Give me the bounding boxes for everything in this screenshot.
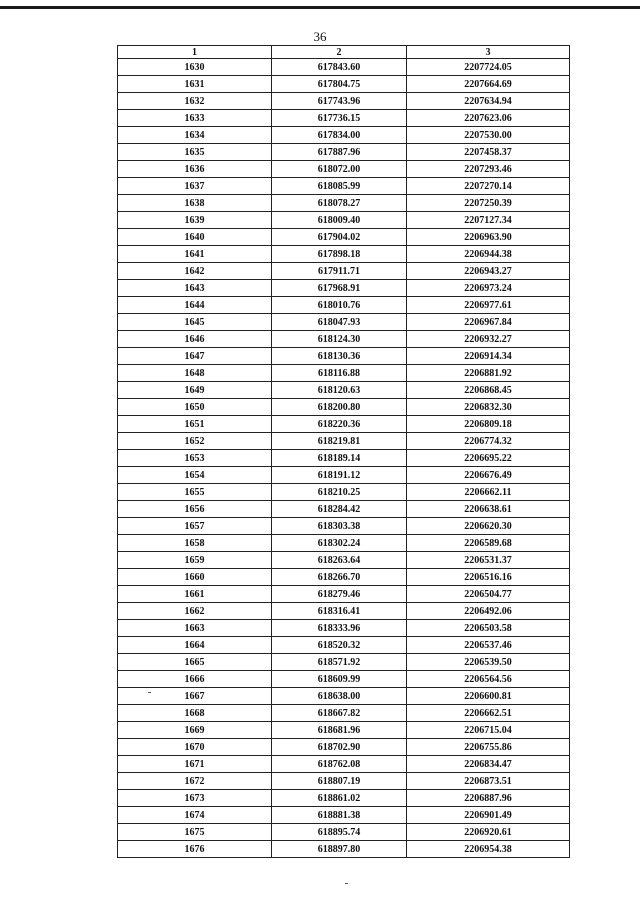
cell-y-coordinate: 2206901.49 bbox=[407, 807, 570, 824]
cell-point-number: 1660 bbox=[118, 569, 272, 586]
column-header-y: 3 bbox=[407, 46, 570, 59]
cell-point-number: 1641 bbox=[118, 246, 272, 263]
cell-point-number: 1652 bbox=[118, 433, 272, 450]
cell-x-coordinate: 618009.40 bbox=[272, 212, 407, 229]
cell-y-coordinate: 2207270.14 bbox=[407, 178, 570, 195]
cell-y-coordinate: 2206695.22 bbox=[407, 450, 570, 467]
cell-x-coordinate: 618130.36 bbox=[272, 348, 407, 365]
cell-x-coordinate: 617834.00 bbox=[272, 127, 407, 144]
coordinates-table bbox=[117, 45, 570, 858]
cell-x-coordinate: 618210.25 bbox=[272, 484, 407, 501]
cell-point-number: 1638 bbox=[118, 195, 272, 212]
cell-x-coordinate: 618072.00 bbox=[272, 161, 407, 178]
cell-x-coordinate: 617911.71 bbox=[272, 263, 407, 280]
cell-y-coordinate: 2206774.32 bbox=[407, 433, 570, 450]
cell-point-number: 1645 bbox=[118, 314, 272, 331]
scan-speck bbox=[148, 692, 151, 693]
cell-y-coordinate: 2206944.38 bbox=[407, 246, 570, 263]
cell-y-coordinate: 2206868.45 bbox=[407, 382, 570, 399]
cell-x-coordinate: 617743.96 bbox=[272, 93, 407, 110]
cell-x-coordinate: 618189.14 bbox=[272, 450, 407, 467]
table-row bbox=[118, 824, 570, 841]
table-row bbox=[118, 161, 570, 178]
cell-y-coordinate: 2206809.18 bbox=[407, 416, 570, 433]
cell-y-coordinate: 2206887.96 bbox=[407, 790, 570, 807]
cell-y-coordinate: 2207127.34 bbox=[407, 212, 570, 229]
cell-y-coordinate: 2206492.06 bbox=[407, 603, 570, 620]
cell-x-coordinate: 617898.18 bbox=[272, 246, 407, 263]
table-row bbox=[118, 518, 570, 535]
table-row bbox=[118, 501, 570, 518]
cell-x-coordinate: 618266.70 bbox=[272, 569, 407, 586]
table-row bbox=[118, 178, 570, 195]
cell-point-number: 1658 bbox=[118, 535, 272, 552]
table-row bbox=[118, 93, 570, 110]
cell-x-coordinate: 618124.30 bbox=[272, 331, 407, 348]
top-rule bbox=[0, 6, 640, 9]
cell-y-coordinate: 2206537.46 bbox=[407, 637, 570, 654]
cell-y-coordinate: 2206600.81 bbox=[407, 688, 570, 705]
cell-y-coordinate: 2207458.37 bbox=[407, 144, 570, 161]
cell-point-number: 1640 bbox=[118, 229, 272, 246]
cell-x-coordinate: 618638.00 bbox=[272, 688, 407, 705]
cell-x-coordinate: 618702.90 bbox=[272, 739, 407, 756]
cell-y-coordinate: 2207250.39 bbox=[407, 195, 570, 212]
table-row bbox=[118, 603, 570, 620]
table-row bbox=[118, 790, 570, 807]
cell-y-coordinate: 2206832.30 bbox=[407, 399, 570, 416]
table-row bbox=[118, 212, 570, 229]
cell-point-number: 1634 bbox=[118, 127, 272, 144]
table-row bbox=[118, 331, 570, 348]
table-row bbox=[118, 841, 570, 858]
cell-y-coordinate: 2206943.27 bbox=[407, 263, 570, 280]
cell-x-coordinate: 618895.74 bbox=[272, 824, 407, 841]
table-row bbox=[118, 552, 570, 569]
cell-point-number: 1673 bbox=[118, 790, 272, 807]
scan-speck bbox=[345, 883, 348, 884]
cell-y-coordinate: 2206620.30 bbox=[407, 518, 570, 535]
column-header-x: 2 bbox=[272, 46, 407, 59]
cell-point-number: 1663 bbox=[118, 620, 272, 637]
cell-x-coordinate: 618520.32 bbox=[272, 637, 407, 654]
cell-point-number: 1651 bbox=[118, 416, 272, 433]
column-header-point: 1 bbox=[118, 46, 272, 59]
cell-point-number: 1630 bbox=[118, 59, 272, 76]
cell-x-coordinate: 617887.96 bbox=[272, 144, 407, 161]
cell-point-number: 1656 bbox=[118, 501, 272, 518]
cell-x-coordinate: 618284.42 bbox=[272, 501, 407, 518]
cell-y-coordinate: 2206977.61 bbox=[407, 297, 570, 314]
cell-point-number: 1643 bbox=[118, 280, 272, 297]
cell-point-number: 1668 bbox=[118, 705, 272, 722]
cell-point-number: 1654 bbox=[118, 467, 272, 484]
cell-y-coordinate: 2207634.94 bbox=[407, 93, 570, 110]
cell-point-number: 1647 bbox=[118, 348, 272, 365]
cell-x-coordinate: 618120.63 bbox=[272, 382, 407, 399]
table-row bbox=[118, 637, 570, 654]
table-row bbox=[118, 705, 570, 722]
table-row bbox=[118, 620, 570, 637]
table-row bbox=[118, 484, 570, 501]
table-row bbox=[118, 773, 570, 790]
cell-y-coordinate: 2206873.51 bbox=[407, 773, 570, 790]
cell-x-coordinate: 618047.93 bbox=[272, 314, 407, 331]
cell-x-coordinate: 618333.96 bbox=[272, 620, 407, 637]
cell-point-number: 1639 bbox=[118, 212, 272, 229]
cell-point-number: 1650 bbox=[118, 399, 272, 416]
table-row bbox=[118, 76, 570, 93]
cell-x-coordinate: 618609.99 bbox=[272, 671, 407, 688]
cell-y-coordinate: 2206954.38 bbox=[407, 841, 570, 858]
cell-x-coordinate: 618078.27 bbox=[272, 195, 407, 212]
cell-x-coordinate: 617736.15 bbox=[272, 110, 407, 127]
cell-point-number: 1672 bbox=[118, 773, 272, 790]
table-row bbox=[118, 569, 570, 586]
cell-x-coordinate: 618897.80 bbox=[272, 841, 407, 858]
cell-x-coordinate: 618667.82 bbox=[272, 705, 407, 722]
table-row bbox=[118, 297, 570, 314]
cell-point-number: 1676 bbox=[118, 841, 272, 858]
table-row bbox=[118, 450, 570, 467]
table-row bbox=[118, 739, 570, 756]
cell-y-coordinate: 2206920.61 bbox=[407, 824, 570, 841]
cell-y-coordinate: 2206516.16 bbox=[407, 569, 570, 586]
table-row bbox=[118, 807, 570, 824]
cell-y-coordinate: 2206503.58 bbox=[407, 620, 570, 637]
cell-point-number: 1644 bbox=[118, 297, 272, 314]
cell-y-coordinate: 2207724.05 bbox=[407, 59, 570, 76]
cell-x-coordinate: 618263.64 bbox=[272, 552, 407, 569]
table-row bbox=[118, 246, 570, 263]
cell-point-number: 1648 bbox=[118, 365, 272, 382]
cell-x-coordinate: 618302.24 bbox=[272, 535, 407, 552]
table-row bbox=[118, 229, 570, 246]
cell-point-number: 1666 bbox=[118, 671, 272, 688]
cell-x-coordinate: 618219.81 bbox=[272, 433, 407, 450]
table-row bbox=[118, 722, 570, 739]
cell-point-number: 1662 bbox=[118, 603, 272, 620]
cell-y-coordinate: 2206755.86 bbox=[407, 739, 570, 756]
cell-y-coordinate: 2206662.51 bbox=[407, 705, 570, 722]
cell-point-number: 1633 bbox=[118, 110, 272, 127]
cell-point-number: 1659 bbox=[118, 552, 272, 569]
cell-y-coordinate: 2207623.06 bbox=[407, 110, 570, 127]
table-row bbox=[118, 263, 570, 280]
table-row bbox=[118, 127, 570, 144]
cell-y-coordinate: 2206932.27 bbox=[407, 331, 570, 348]
page-number: 36 bbox=[313, 29, 327, 44]
table-row bbox=[118, 671, 570, 688]
cell-x-coordinate: 617804.75 bbox=[272, 76, 407, 93]
cell-point-number: 1653 bbox=[118, 450, 272, 467]
cell-point-number: 1664 bbox=[118, 637, 272, 654]
cell-point-number: 1657 bbox=[118, 518, 272, 535]
cell-x-coordinate: 618681.96 bbox=[272, 722, 407, 739]
cell-y-coordinate: 2206589.68 bbox=[407, 535, 570, 552]
cell-x-coordinate: 618191.12 bbox=[272, 467, 407, 484]
cell-point-number: 1674 bbox=[118, 807, 272, 824]
table-row bbox=[118, 688, 570, 705]
table-row bbox=[118, 382, 570, 399]
cell-point-number: 1635 bbox=[118, 144, 272, 161]
table-row bbox=[118, 365, 570, 382]
table-row bbox=[118, 433, 570, 450]
cell-x-coordinate: 618200.80 bbox=[272, 399, 407, 416]
cell-x-coordinate: 618861.02 bbox=[272, 790, 407, 807]
cell-point-number: 1670 bbox=[118, 739, 272, 756]
cell-y-coordinate: 2206967.84 bbox=[407, 314, 570, 331]
cell-y-coordinate: 2206564.56 bbox=[407, 671, 570, 688]
cell-y-coordinate: 2206676.49 bbox=[407, 467, 570, 484]
cell-x-coordinate: 618571.92 bbox=[272, 654, 407, 671]
cell-x-coordinate: 618116.88 bbox=[272, 365, 407, 382]
cell-point-number: 1636 bbox=[118, 161, 272, 178]
table-row bbox=[118, 314, 570, 331]
cell-y-coordinate: 2207664.69 bbox=[407, 76, 570, 93]
cell-x-coordinate: 618316.41 bbox=[272, 603, 407, 620]
cell-y-coordinate: 2206539.50 bbox=[407, 654, 570, 671]
cell-x-coordinate: 617843.60 bbox=[272, 59, 407, 76]
cell-x-coordinate: 618303.38 bbox=[272, 518, 407, 535]
cell-y-coordinate: 2206834.47 bbox=[407, 756, 570, 773]
cell-y-coordinate: 2207293.46 bbox=[407, 161, 570, 178]
cell-point-number: 1675 bbox=[118, 824, 272, 841]
table-header-row bbox=[118, 46, 570, 59]
cell-point-number: 1661 bbox=[118, 586, 272, 603]
cell-y-coordinate: 2206662.11 bbox=[407, 484, 570, 501]
table-row bbox=[118, 348, 570, 365]
cell-x-coordinate: 618279.46 bbox=[272, 586, 407, 603]
cell-x-coordinate: 617904.02 bbox=[272, 229, 407, 246]
cell-y-coordinate: 2206914.34 bbox=[407, 348, 570, 365]
cell-x-coordinate: 618220.36 bbox=[272, 416, 407, 433]
cell-y-coordinate: 2206638.61 bbox=[407, 501, 570, 518]
table-row bbox=[118, 110, 570, 127]
table-row bbox=[118, 280, 570, 297]
cell-point-number: 1637 bbox=[118, 178, 272, 195]
table-row bbox=[118, 399, 570, 416]
cell-point-number: 1632 bbox=[118, 93, 272, 110]
cell-point-number: 1665 bbox=[118, 654, 272, 671]
cell-y-coordinate: 2206963.90 bbox=[407, 229, 570, 246]
table-row bbox=[118, 195, 570, 212]
cell-y-coordinate: 2206881.92 bbox=[407, 365, 570, 382]
cell-x-coordinate: 617968.91 bbox=[272, 280, 407, 297]
cell-point-number: 1655 bbox=[118, 484, 272, 501]
table-row bbox=[118, 467, 570, 484]
cell-y-coordinate: 2206531.37 bbox=[407, 552, 570, 569]
table-row bbox=[118, 144, 570, 161]
cell-y-coordinate: 2207530.00 bbox=[407, 127, 570, 144]
table-row bbox=[118, 654, 570, 671]
table-row bbox=[118, 416, 570, 433]
cell-point-number: 1642 bbox=[118, 263, 272, 280]
cell-y-coordinate: 2206504.77 bbox=[407, 586, 570, 603]
cell-point-number: 1649 bbox=[118, 382, 272, 399]
cell-point-number: 1646 bbox=[118, 331, 272, 348]
cell-y-coordinate: 2206973.24 bbox=[407, 280, 570, 297]
cell-x-coordinate: 618881.38 bbox=[272, 807, 407, 824]
table-row bbox=[118, 535, 570, 552]
cell-point-number: 1667 bbox=[118, 688, 272, 705]
cell-y-coordinate: 2206715.04 bbox=[407, 722, 570, 739]
table-row bbox=[118, 59, 570, 76]
cell-point-number: 1631 bbox=[118, 76, 272, 93]
table-row bbox=[118, 756, 570, 773]
cell-x-coordinate: 618085.99 bbox=[272, 178, 407, 195]
cell-x-coordinate: 618010.76 bbox=[272, 297, 407, 314]
cell-point-number: 1671 bbox=[118, 756, 272, 773]
cell-point-number: 1669 bbox=[118, 722, 272, 739]
cell-x-coordinate: 618762.08 bbox=[272, 756, 407, 773]
table-row bbox=[118, 586, 570, 603]
cell-x-coordinate: 618807.19 bbox=[272, 773, 407, 790]
table-body bbox=[118, 59, 570, 858]
